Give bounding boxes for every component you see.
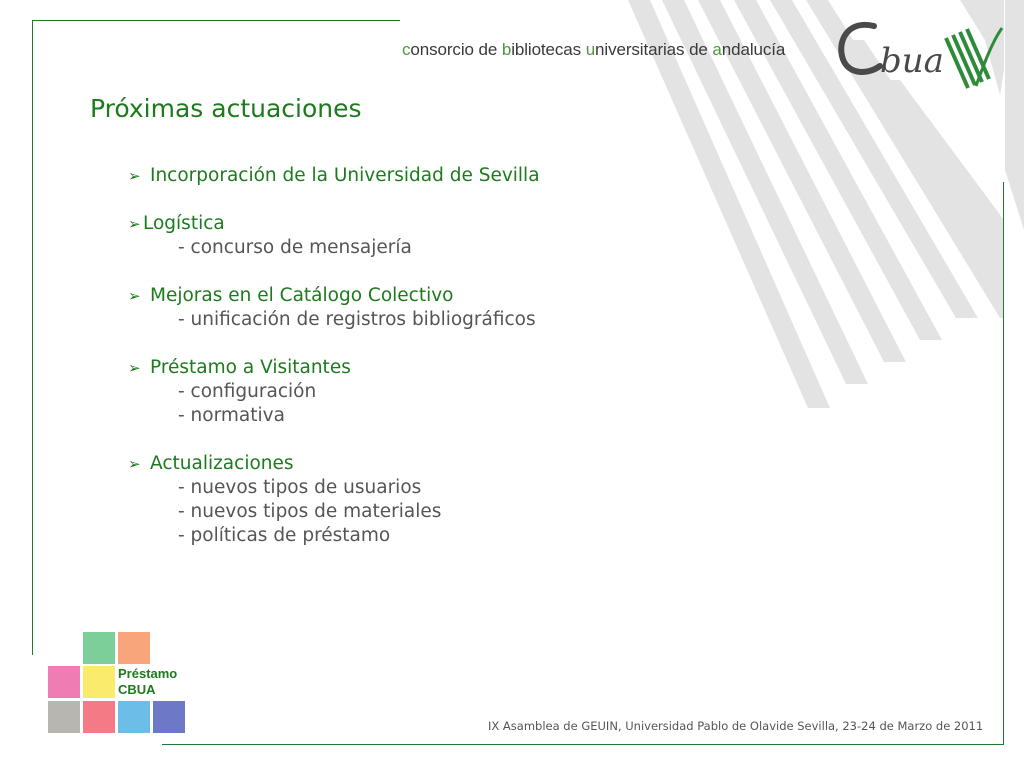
color-tile <box>48 666 80 698</box>
arrow-bullet-icon: ➢ <box>128 287 141 305</box>
arrow-bullet-icon: ➢ <box>128 167 141 185</box>
brand-line: CBUA <box>118 682 156 697</box>
list-item-label: Actualizaciones <box>150 453 294 474</box>
list-item-label: Préstamo a Visitantes <box>150 357 351 378</box>
list-subitem: - nuevos tipos de usuarios <box>178 477 422 498</box>
org-initial: u <box>585 40 596 59</box>
color-tile <box>153 701 185 733</box>
list-item-label: Mejoras en el Catálogo Colectivo <box>150 285 454 306</box>
color-tile <box>83 701 115 733</box>
list-subitem: - nuevos tipos de materiales <box>178 501 442 522</box>
brand-line: Préstamo <box>118 666 178 681</box>
org-word: ndalucía <box>721 40 786 59</box>
org-initial: c <box>402 40 411 59</box>
org-word: onsorcio de <box>410 40 502 59</box>
slide-title: Próximas actuaciones <box>90 94 362 123</box>
list-subitem: - políticas de préstamo <box>178 525 391 546</box>
list-item-label: Incorporación de la Universidad de Sevilla <box>150 165 540 186</box>
org-initial: a <box>712 40 722 59</box>
arrow-bullet-icon: ➢ <box>128 455 141 473</box>
color-tile <box>118 701 150 733</box>
list-subitem: - configuración <box>178 381 317 402</box>
list-subitem: - unificación de registros bibliográficos <box>178 309 536 330</box>
prestamo-cbua-label <box>118 666 177 698</box>
org-initial: b <box>501 40 512 59</box>
color-tile <box>48 701 80 733</box>
color-tile <box>118 632 150 664</box>
org-word: niversitarias de <box>595 40 713 59</box>
list-subitem: - normativa <box>178 405 285 426</box>
org-word: ibliotecas <box>511 40 586 59</box>
arrow-bullet-icon: ➢ <box>128 359 141 377</box>
svg-text:bua: bua <box>880 41 944 81</box>
footer-text: IX Asamblea de GEUIN, Universidad Pablo de Olavide Sevilla, 23-24 de Marzo de 2011 <box>488 719 984 733</box>
color-tile <box>83 666 115 698</box>
list-subitem: - concurso de mensajería <box>178 237 412 258</box>
arrow-bullet-icon: ➢ <box>128 215 141 233</box>
color-tile <box>83 632 115 664</box>
list-item-label: Logística <box>143 213 225 234</box>
